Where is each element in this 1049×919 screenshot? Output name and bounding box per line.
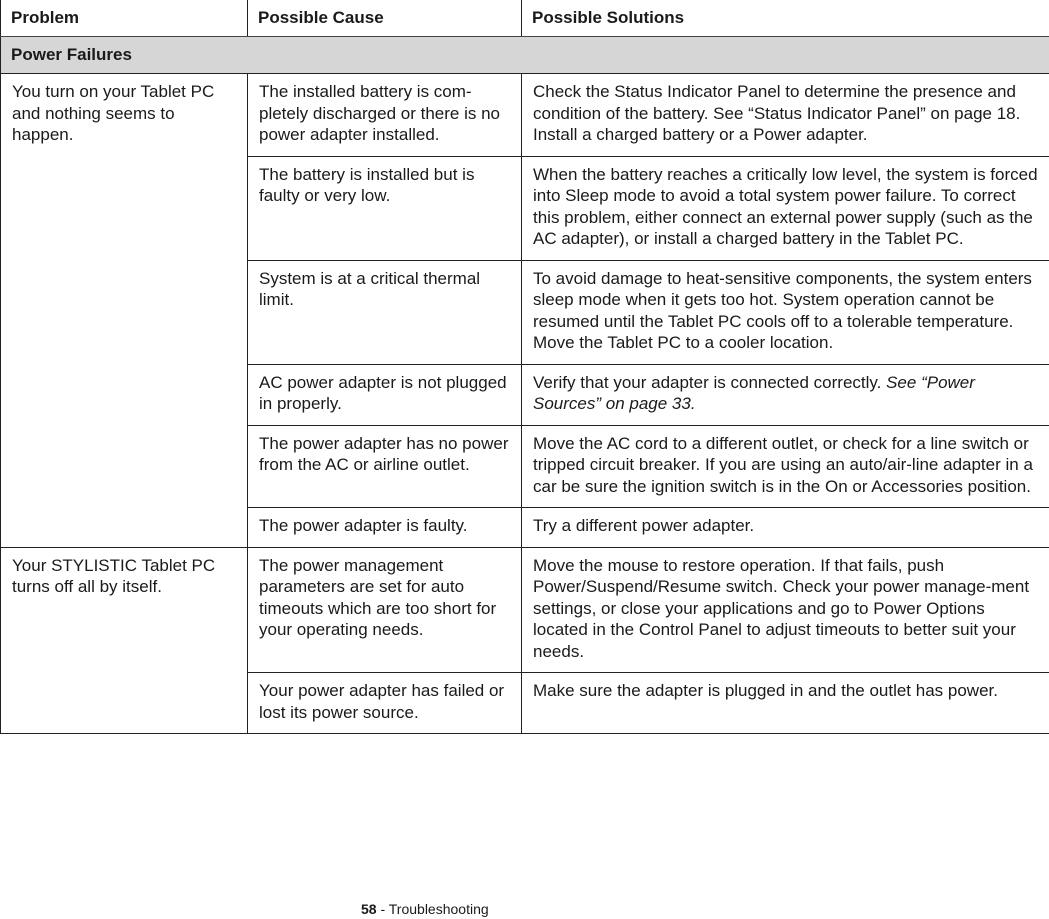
solution-cell [522,364,1049,425]
solution-cross-reference: See “Power Sources” on page 33. [533,372,975,413]
section-title-power-failures: Power Failures [1,37,1049,74]
solution-cell: Make sure the adapter is plugged in and the outlet has power. [522,673,1049,734]
problem-cell: Your STYLISTIC Tablet PC turns off all by itself. [1,547,248,734]
footer-section-title: - Troubleshooting [376,901,489,917]
cause-cell: The power adapter has no power from the AC or airline outlet. [248,425,522,508]
cause-cell: The installed battery is com-pletely discharged or there is no power adapter installed. [248,74,522,157]
table-row [1,547,1049,673]
cause-cell: The power adapter is faulty. [248,508,522,548]
solution-cell: To avoid damage to heat-sensitive components, the system enters sleep mode when it gets too hot. System operation cannot be resumed until the Tablet PC cools off to a tolerable temperature. Move the Tablet PC to a cooler location. [522,260,1049,364]
solution-cell: When the battery reaches a critically low level, the system is forced into Sleep mode to avoid a total system power failure. To correct this problem, either connect an external power supply (such as the AC adapter), or install a charged battery in the Tablet PC. [522,156,1049,260]
cause-cell: AC power adapter is not plugged in properly. [248,364,522,425]
problem-cell: You turn on your Tablet PC and nothing seems to happen. [1,74,248,548]
cause-cell: Your power adapter has failed or lost its power source. [248,673,522,734]
solution-cell: Move the mouse to restore operation. If that fails, push Power/Suspend/Resume switch. Check your power manage-ment settings, or close your applications and go to Power Options located in the Control Panel to adjust timeouts to better suit your needs. [522,547,1049,673]
table-header-row [1,0,1049,37]
cause-cell: The battery is installed but is faulty or very low. [248,156,522,260]
section-row [1,37,1049,74]
header-possible-cause: Possible Cause [248,0,522,37]
solution-cell: Try a different power adapter. [522,508,1049,548]
solution-cell: Check the Status Indicator Panel to determine the presence and condition of the battery. See “Status Indicator Panel” on page 18. Install a charged battery or a Power adapter. [522,74,1049,157]
header-possible-solutions: Possible Solutions [522,0,1049,37]
page-number: 58 [361,901,377,917]
solution-text: Verify that your adapter is connected correctly. [533,372,882,392]
table-row [1,74,1049,157]
page-footer [361,900,489,918]
header-problem: Problem [1,0,248,37]
cause-cell: The power management parameters are set for auto timeouts which are too short for your operating needs. [248,547,522,673]
cause-cell: System is at a critical thermal limit. [248,260,522,364]
solution-cell: Move the AC cord to a different outlet, or check for a line switch or tripped circuit breaker. If you are using an auto/air-line adapter in a car be sure the ignition switch is in the On or Accessories position. [522,425,1049,508]
